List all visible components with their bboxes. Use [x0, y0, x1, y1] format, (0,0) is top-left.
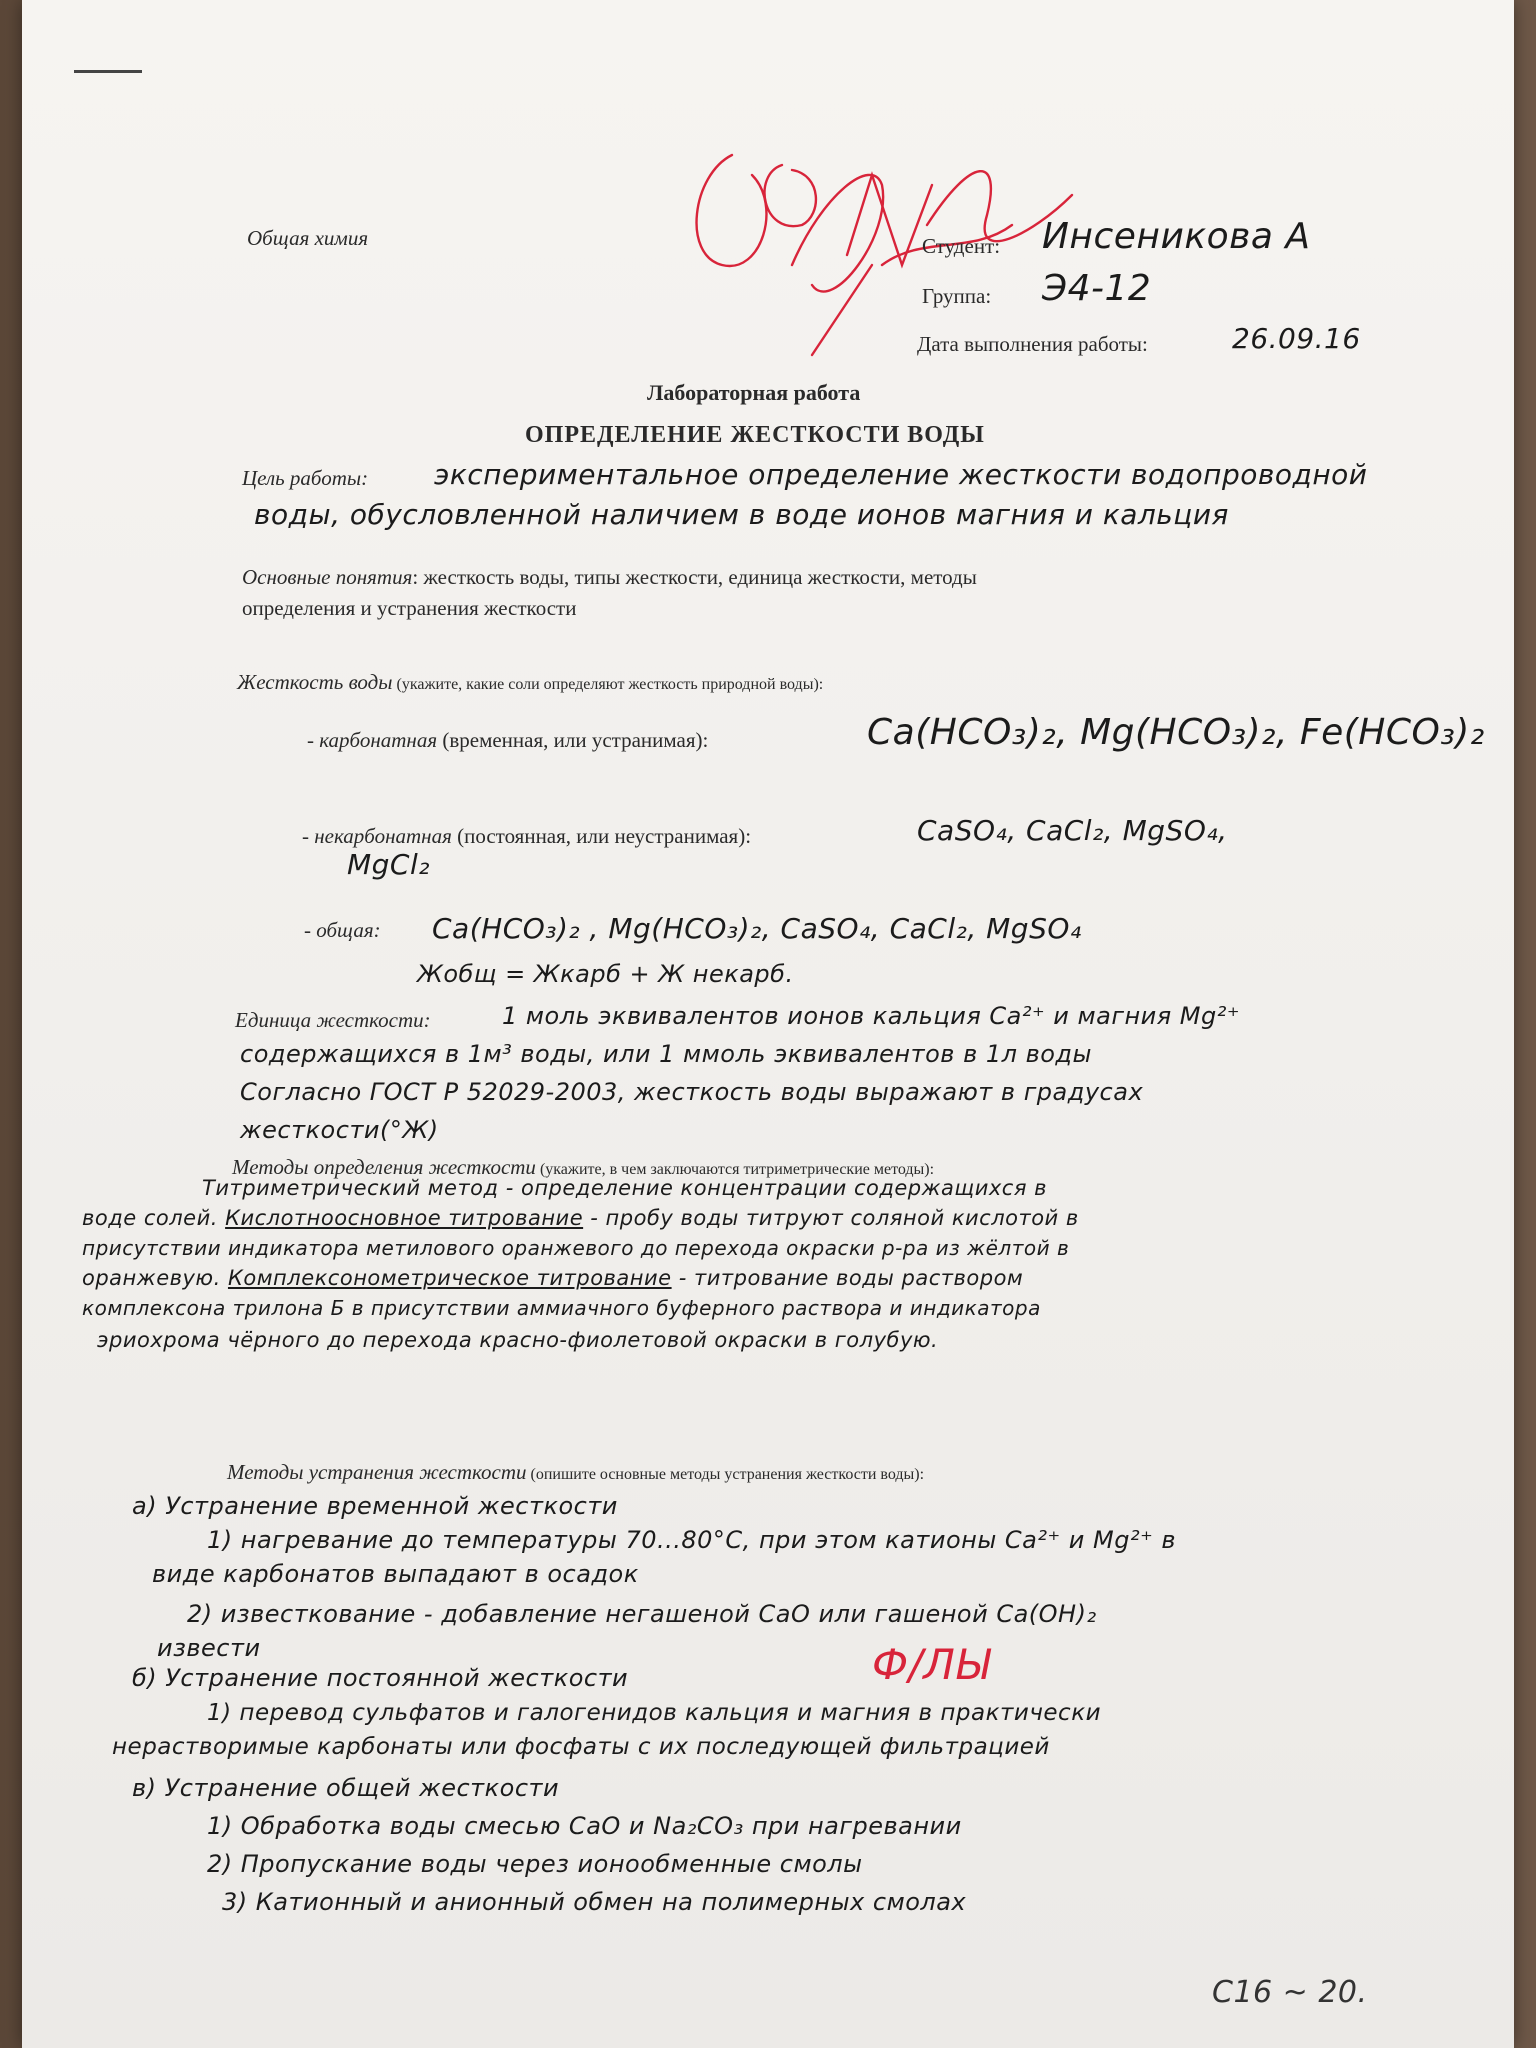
unit-line-4: жесткости(°Ж) [240, 1116, 439, 1144]
lab-subtitle: ОПРЕДЕЛЕНИЕ ЖЕСТКОСТИ ВОДЫ [525, 422, 985, 448]
noncarbonate-salts-2: MgCl₂ [347, 848, 430, 881]
removal-a1b: виде карбонатов выпадают в осадок [152, 1560, 639, 1588]
methods-line-2: воде солей. Кислотноосновное титрование - пробу воды титруют соляной кислотой в [82, 1206, 1079, 1230]
date-value: 26.09.16 [1232, 322, 1361, 355]
date-label: Дата выполнения работы: [917, 332, 1148, 356]
concepts-text-2: определения и устранения жесткости [242, 596, 577, 620]
total-salts: Ca(HCO₃)₂ , Mg(HCO₃)₂, CaSO₄, CaCl₂, MgSO₄ [432, 912, 1082, 945]
removal-a1: 1) нагревание до температуры 70...80°С, при этом катионы Ca²⁺ и Mg²⁺ в [207, 1526, 1177, 1554]
group-value: Э4-12 [1042, 268, 1152, 309]
goal-line-1: экспериментальное определение жесткости водопроводной [434, 458, 1368, 491]
methods-line-4: оранжевую. Комплексонометрическое титрование - титрование воды раствором [82, 1266, 1024, 1290]
unit-line-1: 1 моль эквивалентов ионов кальция Ca²⁺ и магния Mg²⁺ [502, 1002, 1241, 1030]
removal-a: а) Устранение временной жесткости [132, 1492, 618, 1520]
removal-c1: 1) Обработка воды смесью CaO и Na₂CO₃ при нагревании [207, 1812, 962, 1840]
noncarbonate-salts: CaSO₄, CaCl₂, MgSO₄, [917, 814, 1228, 847]
methods-label: Методы определения жесткости (укажите, в чем заключаются титриметрические методы): [232, 1155, 935, 1179]
methods-line-5: комплексона трилона Б в присутствии аммиачного буферного раствора и индикатора [82, 1296, 1041, 1320]
page-note: С16 ~ 20. [1212, 1975, 1368, 2010]
unit-label: Единица жесткости: [235, 1008, 431, 1032]
removal-label: Методы устранения жесткости (опишите основные методы устранения жесткости воды): [227, 1460, 925, 1484]
hardness-label: Жесткость воды (укажите, какие соли определяют жесткость природной воды): [237, 670, 824, 694]
student-label: Студент: [922, 234, 1001, 258]
total-formula: Жобщ = Жкарб + Ж некарб. [417, 960, 794, 988]
carbonate-salts: Ca(HCO₃)₂, Mg(HCO₃)₂, Fe(HCO₃)₂ [867, 712, 1485, 753]
removal-b1b: нерастворимые карбонаты или фосфаты с их последующей фильтрацией [112, 1734, 1050, 1760]
methods-line-3: присутствии индикатора метилового оранжевого до перехода окраски р-ра из жёлтой в [82, 1236, 1070, 1260]
removal-a2: 2) известкование - добавление негашеной CaO или гашеной Ca(OH)₂ [187, 1600, 1097, 1628]
removal-c: в) Устранение общей жесткости [132, 1774, 560, 1802]
methods-line-1: Титриметрический метод - определение концентрации содержащихся в [202, 1176, 1048, 1200]
removal-a2b: извести [157, 1634, 261, 1662]
worksheet-paper [22, 0, 1514, 2048]
lab-title: Лабораторная работа [647, 380, 861, 405]
methods-line-6: эриохрома чёрного до перехода красно-фиолетовой окраски в голубую. [97, 1328, 939, 1352]
removal-c2: 2) Пропускание воды через ионообменные смолы [207, 1850, 863, 1878]
student-name: Инсеникова А [1042, 216, 1311, 257]
removal-b1: 1) перевод сульфатов и галогенидов кальция и магния в практически [207, 1700, 1102, 1726]
subject-label: Общая химия [247, 226, 369, 250]
removal-c3: 3) Катионный и анионный обмен на полимерных смолах [222, 1888, 967, 1916]
noncarbonate-label: - некарбонатная (постоянная, или неустранимая): [302, 824, 752, 848]
goal-label: Цель работы: [242, 466, 369, 490]
goal-line-2: воды, обусловленной наличием в воде ионов магния и кальция [254, 498, 1229, 531]
red-note: Ф/ЛЫ [872, 1640, 991, 1689]
unit-line-2: содержащихся в 1м³ воды, или 1 ммоль эквивалентов в 1л воды [240, 1040, 1092, 1068]
removal-b: б) Устранение постоянной жесткости [132, 1664, 629, 1692]
concepts-text: Основные понятия: жесткость воды, типы жесткости, единица жесткости, методы [242, 565, 977, 589]
total-label: - общая: [304, 918, 381, 942]
unit-line-3: Согласно ГОСТ Р 52029-2003, жесткость воды выражают в градусах [240, 1078, 1144, 1106]
group-label: Группа: [922, 284, 992, 308]
top-left-mark [74, 70, 142, 73]
carbonate-label: - карбонатная (временная, или устранимая): [307, 728, 709, 752]
